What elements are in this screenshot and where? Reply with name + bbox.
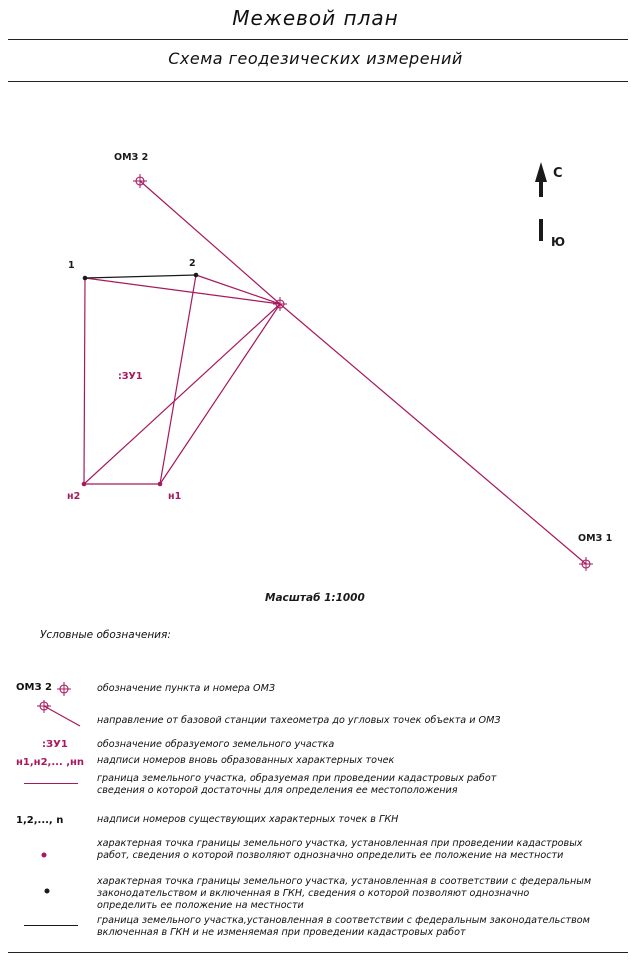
legend-new-boundary-line: [24, 783, 78, 784]
direction-line-n1: [160, 304, 280, 484]
legend-text-new-boundary: граница земельного участка, образуемая при проведении кадастровых работ сведения о которой достаточны для определения ее местоположения: [97, 773, 497, 796]
legend-symbol-omz: ОМЗ 2: [16, 682, 52, 693]
legend-symbol-new-points: н1,н2,... ,нn: [16, 757, 85, 768]
point-n2: [82, 482, 87, 487]
legend-existing-boundary-line: [24, 925, 78, 926]
legend-symbol-existing-points: 1,2,..., n: [16, 815, 64, 826]
legend-existing-point-icon: [43, 887, 51, 895]
direction-line-n2: [84, 304, 280, 484]
legend-text-existing-boundary: граница земельного участка,установленная в соответствии с федеральным законодательством включенная в ГКН и не изменяемая при проведении кадастровых работ: [97, 915, 590, 938]
omz1-label: ОМЗ 1: [578, 533, 613, 544]
legend-text-existing-points: надписи номеров существующих характерных точек в ГКН: [97, 814, 399, 825]
legend-text-existing-point: характерная точка границы земельного участка, установленная в соответствии с федеральным законодательством и включенная в ГКН, сведения о которой позволяют однозначно определить ее положение на местности: [97, 876, 592, 911]
legend-text-direction: направление от базовой станции тахеометра до угловых точек объекта и ОМЗ: [97, 715, 501, 726]
point2-label: 2: [189, 258, 196, 269]
scale-label: Масштаб 1:1000: [265, 592, 365, 604]
legend-symbol-parcel: :ЗУ1: [42, 739, 68, 750]
legend-direction-icon: [34, 700, 84, 730]
parcel-label: :ЗУ1: [118, 371, 143, 382]
page-title: Межевой план: [232, 6, 399, 30]
pn2-label: н2: [67, 491, 81, 502]
legend-text-parcel: обозначение образуемого земельного участка: [97, 739, 335, 750]
point-n1: [158, 482, 163, 487]
omz2-label: ОМЗ 2: [114, 152, 149, 163]
legend-omz-marker-icon: [56, 681, 72, 697]
legend-new-point-icon: [40, 851, 48, 859]
direction-line-point1: [85, 278, 280, 304]
legend-text-new-point: характерная точка границы земельного участка, установленная при проведении кадастровых работ, сведения о которой позволяют однозначно определить ее положение на местности: [97, 838, 583, 861]
point1-label: 1: [68, 260, 75, 271]
north-arrow-icon: [535, 162, 547, 241]
point-2: [194, 273, 199, 278]
north-label: С: [553, 166, 563, 181]
direction-line-omz1: [280, 304, 586, 564]
legend-heading: Условные обозначения:: [40, 629, 171, 641]
pn1-label: н1: [168, 491, 182, 502]
legend-text-omz: обозначение пункта и номера ОМЗ: [97, 683, 276, 694]
direction-line-point2: [196, 275, 280, 304]
existing-boundary: [85, 275, 196, 278]
bottom-border: [8, 952, 628, 953]
direction-line-omz2: [140, 181, 280, 304]
page-subtitle: Схема геодезических измерений: [168, 49, 463, 68]
south-label: Ю: [551, 235, 566, 249]
point-1: [83, 276, 88, 281]
legend-text-new-points: надписи номеров вновь образованных характерных точек: [97, 755, 395, 766]
